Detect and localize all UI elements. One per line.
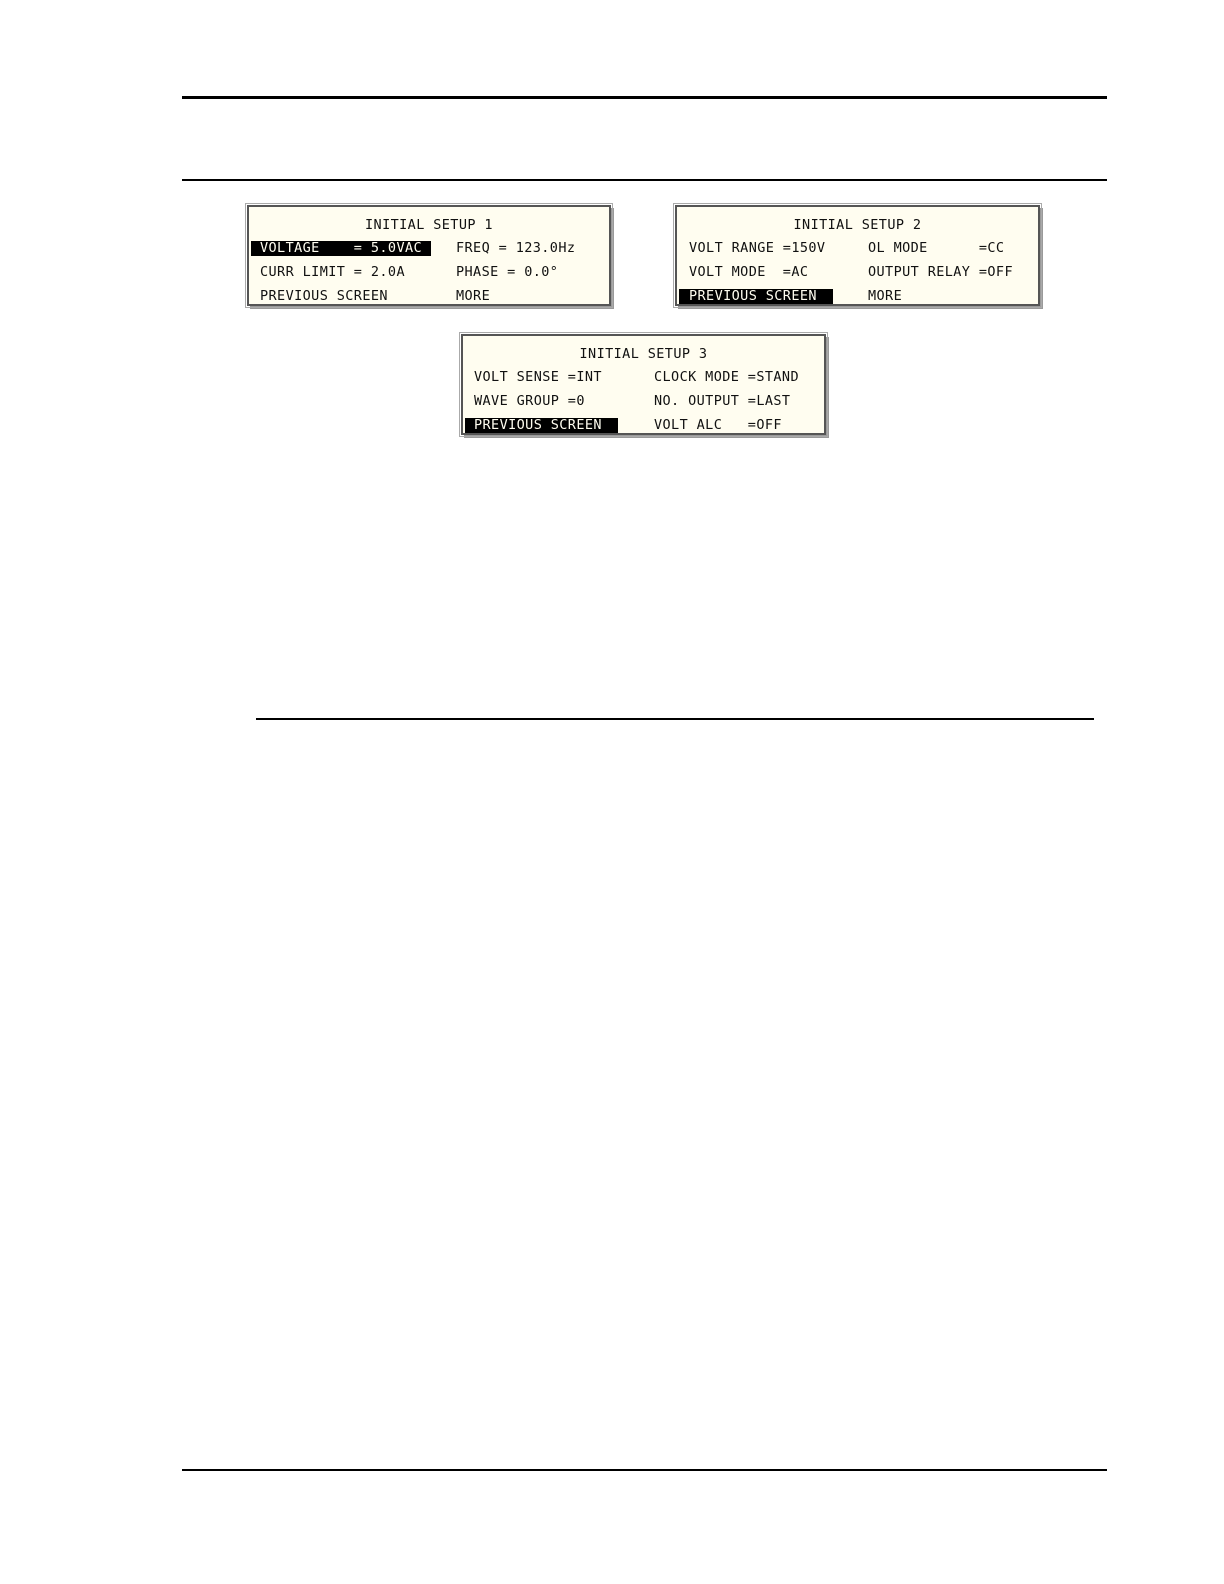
lcd-screen-initial-setup-2 [675, 205, 1040, 306]
menu-item-volt-range[interactable]: VOLT RANGE =150V [689, 240, 826, 256]
menu-item-previous-screen[interactable]: PREVIOUS SCREEN [260, 288, 388, 304]
menu-item-freq[interactable]: FREQ = 123.0Hz [456, 240, 576, 256]
header-rule-thick [182, 96, 1107, 99]
menu-item-output-relay[interactable]: OUTPUT RELAY =OFF [868, 264, 1013, 280]
lcd-screen-initial-setup-1 [247, 205, 611, 306]
menu-item-more[interactable]: MORE [868, 288, 903, 304]
menu-item-volt-mode[interactable]: VOLT MODE =AC [689, 264, 809, 280]
footer-rule [182, 1469, 1107, 1471]
menu-item-ol-mode[interactable]: OL MODE =CC [868, 240, 1005, 256]
screen-title: INITIAL SETUP 3 [579, 346, 708, 362]
menu-item-volt-alc[interactable]: VOLT ALC =OFF [654, 417, 782, 433]
section-rule [256, 718, 1094, 720]
menu-item-voltage[interactable]: VOLTAGE = 5.0VAC [251, 241, 431, 256]
menu-item-volt-sense[interactable]: VOLT SENSE =INT [474, 369, 602, 385]
menu-item-curr-limit[interactable]: CURR LIMIT = 2.0A [260, 264, 405, 280]
header-rule-thin [182, 179, 1107, 181]
screen-title: INITIAL SETUP 2 [793, 217, 922, 233]
menu-item-clock-mode[interactable]: CLOCK MODE =STAND [654, 369, 799, 385]
menu-item-previous-screen[interactable]: PREVIOUS SCREEN [465, 418, 618, 433]
menu-item-phase[interactable]: PHASE = 0.0° [456, 264, 559, 280]
menu-item-no-output[interactable]: NO. OUTPUT =LAST [654, 393, 791, 409]
menu-item-more[interactable]: MORE [456, 288, 491, 304]
menu-item-previous-screen[interactable]: PREVIOUS SCREEN [679, 289, 833, 304]
screen-title: INITIAL SETUP 1 [365, 217, 493, 233]
menu-item-wave-group[interactable]: WAVE GROUP =0 [474, 393, 585, 409]
lcd-screen-initial-setup-3 [461, 334, 826, 435]
